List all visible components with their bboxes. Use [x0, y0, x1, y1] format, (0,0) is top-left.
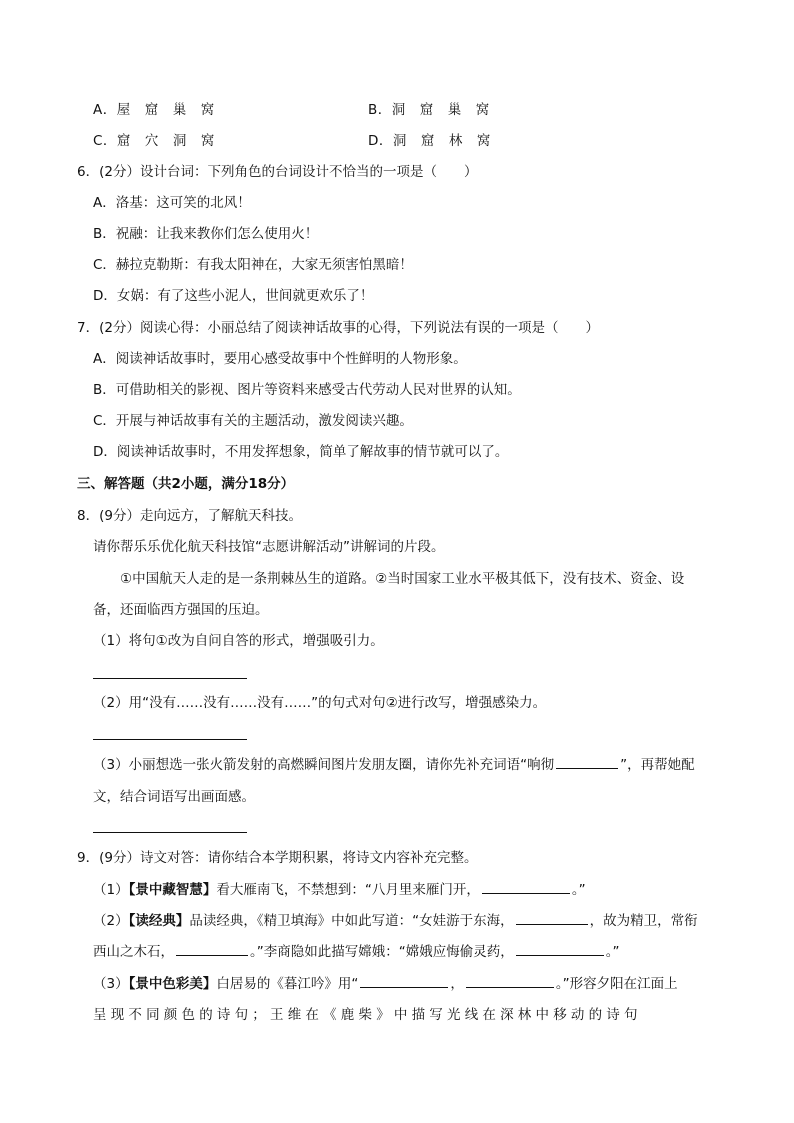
q8-sub3-line-1	[93, 756, 695, 774]
q8-sub3-line-2: 文，结合词语写出画面感。	[93, 789, 255, 805]
q9-sub2-blank-1[interactable]	[516, 912, 588, 925]
q9-sub1-tag: 【景中藏智慧】	[128, 882, 217, 898]
q9-sub1-end: 。”	[571, 882, 586, 898]
q8-sub1: （1）将句①改为自问自答的形式，增强吸引力。	[93, 633, 384, 649]
q9-sub2-line2-b: 。”李商隐如此描写嫦娥：“嫦娥应悔偷灵药，	[250, 944, 514, 960]
q9-sub2-line2-c: 。”	[605, 944, 620, 960]
q9-stem: 9．(9分）诗文对答：请你结合本学期积累，将诗文内容补充完整。	[77, 850, 478, 866]
q9-sub3-text: 白居易的《暮江吟》用“	[216, 976, 359, 992]
q9-sub2-line2-a: 西山之木石，	[93, 944, 174, 960]
q9-sub2-line-1	[93, 912, 698, 930]
q7-option-b: B．可借助相关的影视、图片等资料来感受古代劳动人民对世界的认知。	[93, 382, 521, 398]
q9-sub3-line-1	[93, 975, 678, 993]
q8-sub3-answer-line[interactable]	[93, 832, 247, 833]
q9-sub3-tag: 【景中色彩美】	[128, 976, 217, 992]
q8-sub3-text-a: （3）小丽想选一张火箭发射的高燃瞬间图片发朋友圈，请你先补充词语“响彻	[93, 757, 555, 773]
q9-sub1-text: 看大雁南飞，不禁想到：“八月里来雁门开，	[216, 882, 480, 898]
q8-sub3-text-b: ”，再帮她配	[620, 757, 695, 773]
q9-sub2-text: 品读经典，《精卫填海》中如此写道：“女娃游于东海，	[189, 913, 514, 929]
q6-option-b: B．祝融：让我来教你们怎么使用火！	[93, 226, 319, 242]
q9-sub3-line-2: 呈现不同颜色的诗句；王维在《鹿柴》中描写光线在深林中移动的诗句	[93, 1007, 642, 1023]
q8-sub2-answer-line[interactable]	[93, 739, 247, 740]
q6-stem: 6．(2分）设计台词：下列角色的台词设计不恰当的一项是（ ）	[77, 164, 478, 180]
q9-sub1-num: （1）	[93, 882, 129, 898]
q5-option-a: A．屋 窟 巢 窝	[93, 102, 215, 118]
q9-sub2-line-2	[93, 943, 620, 961]
q9-sub3-text-2: 。”形容夕阳在江面上	[555, 976, 678, 992]
q9-sub3-blank-1[interactable]	[360, 975, 448, 988]
q9-sub3-blank-2[interactable]	[466, 975, 554, 988]
q7-option-a: A．阅读神话故事时，要用心感受故事中个性鲜明的人物形象。	[93, 351, 467, 367]
q8-stem: 8．(9分）走向远方，了解航天科技。	[77, 508, 302, 524]
q7-option-c: C．开展与神话故事有关的主题活动，激发阅读兴趣。	[93, 413, 413, 429]
q8-passage-line-1: ①中国航天人走的是一条荆棘丛生的道路。②当时国家工业水平极其低下，没有技术、资金、设	[120, 571, 685, 587]
q9-sub3-comma: ，	[450, 976, 464, 992]
q9-sub2-tag: 【读经典】	[128, 913, 190, 929]
q6-option-d: D．女娲：有了这些小泥人，世间就更欢乐了！	[93, 288, 374, 304]
q6-option-c: C．赫拉克勒斯：有我太阳神在，大家无须害怕黑暗！	[93, 257, 413, 273]
q8-sub3-blank[interactable]	[556, 756, 618, 769]
q8-passage-line-2: 备，还面临西方强国的压迫。	[93, 602, 269, 618]
q8-intro: 请你帮乐乐优化航天科技馆“志愿讲解活动”讲解词的片段。	[93, 539, 445, 555]
q9-sub3-num: （3）	[93, 976, 129, 992]
q9-sub2-num: （2）	[93, 913, 129, 929]
q9-sub1	[93, 881, 586, 899]
q8-sub1-answer-line[interactable]	[93, 678, 247, 679]
q9-sub2-blank-2[interactable]	[176, 943, 248, 956]
q5-option-b: B．洞 窟 巢 窝	[368, 102, 490, 118]
q5-option-c: C．窟 穴 洞 窝	[93, 133, 215, 149]
q9-sub2-text-2: ，故为精卫，常衔	[589, 913, 698, 929]
q7-stem: 7．(2分）阅读心得：小丽总结了阅读神话故事的心得，下列说法有误的一项是（ ）	[77, 320, 599, 336]
section-3-heading: 三、解答题（共2小题，满分18分）	[77, 476, 295, 492]
q9-sub2-blank-3[interactable]	[516, 943, 604, 956]
q6-option-a: A．洛基：这可笑的北风！	[93, 195, 251, 211]
q5-option-d: D．洞 窟 林 窝	[368, 133, 491, 149]
q9-sub1-blank[interactable]	[482, 881, 570, 894]
q8-sub2: （2）用“没有……没有……没有……”的句式对句②进行改写，增强感染力。	[93, 695, 547, 711]
q7-option-d: D．阅读神话故事时，不用发挥想象，简单了解故事的情节就可以了。	[93, 444, 509, 460]
